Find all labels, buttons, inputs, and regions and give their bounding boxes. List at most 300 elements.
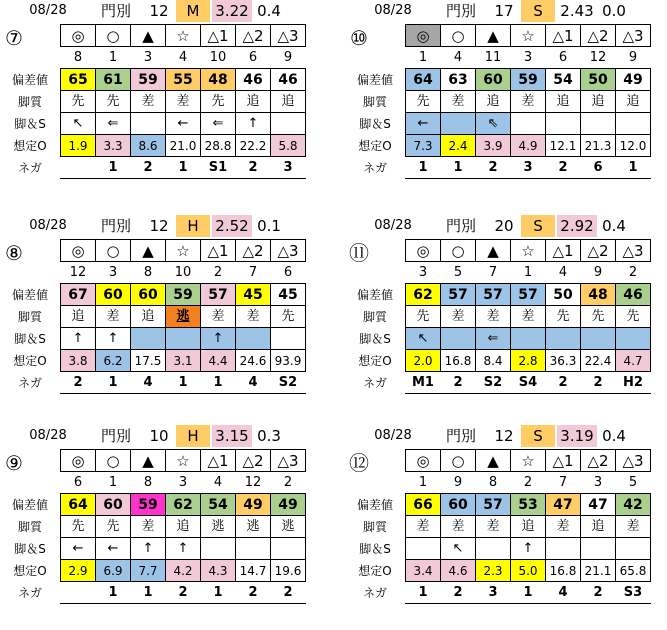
- pace-cell: ←: [166, 113, 201, 135]
- negative-cell: S4: [511, 372, 546, 394]
- race-date: 08/28: [374, 3, 412, 18]
- estimated-odds-cell: 2.9: [61, 560, 96, 582]
- horse-number-cell: 7: [236, 262, 271, 284]
- running-style-cell: 先: [546, 306, 581, 328]
- negative-cell: 2: [271, 582, 306, 604]
- mark-cell: ◎: [406, 450, 441, 472]
- running-style-cell: 差: [201, 306, 236, 328]
- running-style-cell: 逃: [201, 516, 236, 538]
- running-style-cell: 差: [476, 306, 511, 328]
- horse-number-row: [61, 262, 306, 284]
- field-size: 12: [494, 427, 514, 445]
- deviation-cell: 55: [166, 69, 201, 91]
- race-grade-badge: S: [521, 425, 555, 447]
- mark-cell: △1: [201, 25, 236, 47]
- horse-number-cell: 4: [546, 262, 581, 284]
- estimated-odds-cell: 12.0: [616, 135, 651, 157]
- pace-cell: [546, 113, 581, 135]
- estimated-odds-cell: 1.9: [61, 135, 96, 157]
- deviation-cell: 46: [271, 69, 306, 91]
- estimated-odds-row: [406, 135, 651, 157]
- mark-cell: ☆: [511, 450, 546, 472]
- running-style-cell: 先: [96, 91, 131, 113]
- prediction-table: [60, 24, 306, 179]
- horse-number-cell: 10: [166, 262, 201, 284]
- horse-number-cell: 1: [96, 472, 131, 494]
- running-style-cell: 差: [546, 516, 581, 538]
- mark-cell: △3: [271, 240, 306, 262]
- row-label: 脚質: [17, 520, 42, 534]
- deviation-cell: 42: [616, 494, 651, 516]
- negative-cell: S2: [271, 372, 306, 394]
- horse-number-cell: 8: [476, 472, 511, 494]
- running-style-row: [406, 306, 651, 328]
- deviation-row: [406, 494, 651, 516]
- negative-cell: 1: [131, 582, 166, 604]
- running-style-cell: 先: [581, 306, 616, 328]
- prediction-table: [405, 449, 651, 604]
- estimated-odds-cell: 21.3: [581, 135, 616, 157]
- pace-cell: [236, 328, 271, 350]
- prediction-table: [60, 449, 306, 604]
- horse-number-cell: 3: [511, 47, 546, 69]
- mark-cell: △3: [271, 450, 306, 472]
- race-score: 3.19: [557, 425, 597, 447]
- running-style-cell: 先: [406, 306, 441, 328]
- negative-cell: 4: [131, 372, 166, 394]
- negative-cell: 3: [511, 157, 546, 179]
- negative-row: [61, 582, 306, 604]
- race-header: [345, 0, 665, 22]
- estimated-odds-cell: 8.6: [131, 135, 166, 157]
- row-label: 脚＆S: [359, 542, 391, 556]
- estimated-odds-cell: 4.4: [201, 350, 236, 372]
- deviation-row: [406, 69, 651, 91]
- horse-number-cell: 8: [61, 47, 96, 69]
- deviation-cell: 59: [131, 69, 166, 91]
- estimated-odds-cell: 2.8: [511, 350, 546, 372]
- mark-cell: ▲: [476, 450, 511, 472]
- race-score: 2.43: [560, 2, 594, 20]
- race-panel: [0, 425, 320, 630]
- negative-cell: M1: [406, 372, 441, 394]
- estimated-odds-cell: 3.1: [166, 350, 201, 372]
- race-date: 08/28: [29, 218, 67, 233]
- horse-number-row: [406, 262, 651, 284]
- negative-cell: 1: [96, 582, 131, 604]
- negative-cell: S1: [201, 157, 236, 179]
- race-number: ⑧: [5, 241, 23, 265]
- estimated-odds-cell: 24.6: [236, 350, 271, 372]
- horse-number-cell: 5: [616, 472, 651, 494]
- deviation-cell: 49: [271, 494, 306, 516]
- negative-cell: 2: [476, 157, 511, 179]
- mark-cell: △2: [581, 450, 616, 472]
- pace-cell: [271, 538, 306, 560]
- horse-number-row: [406, 47, 651, 69]
- deviation-cell: 45: [271, 284, 306, 306]
- negative-cell: 2: [131, 157, 166, 179]
- negative-cell: 1: [201, 582, 236, 604]
- horse-number-cell: 2: [271, 472, 306, 494]
- pace-row: [61, 538, 306, 560]
- row-label: 偏差値: [11, 498, 48, 512]
- estimated-odds-cell: 93.9: [271, 350, 306, 372]
- running-style-cell: 差: [166, 91, 201, 113]
- estimated-odds-row: [61, 350, 306, 372]
- mark-cell: ○: [96, 240, 131, 262]
- mark-cell: ☆: [511, 240, 546, 262]
- negative-cell: 1: [201, 372, 236, 394]
- estimated-odds-cell: 3.3: [96, 135, 131, 157]
- horse-number-cell: 6: [61, 472, 96, 494]
- running-style-cell: 差: [96, 306, 131, 328]
- estimated-odds-cell: 6.2: [96, 350, 131, 372]
- estimated-odds-cell: 36.3: [546, 350, 581, 372]
- track-name: 門別: [100, 2, 131, 20]
- row-label: 想定O: [13, 139, 47, 153]
- field-size: 10: [149, 427, 169, 445]
- pace-cell: [236, 538, 271, 560]
- pace-cell: [511, 113, 546, 135]
- horse-number-cell: 12: [61, 262, 96, 284]
- row-label: 想定O: [358, 354, 392, 368]
- pace-cell: [546, 538, 581, 560]
- horse-number-cell: 9: [581, 262, 616, 284]
- running-style-cell: 追: [546, 91, 581, 113]
- race-panel: [345, 0, 665, 205]
- deviation-cell: 48: [201, 69, 236, 91]
- mark-cell: △3: [616, 450, 651, 472]
- pace-cell: [546, 328, 581, 350]
- negative-row: [406, 582, 651, 604]
- negative-cell: 2: [581, 582, 616, 604]
- pace-cell: [201, 538, 236, 560]
- running-style-cell: 逃: [271, 516, 306, 538]
- deviation-cell: 47: [546, 494, 581, 516]
- negative-cell: 2: [166, 582, 201, 604]
- estimated-odds-cell: 3.4: [406, 560, 441, 582]
- estimated-odds-row: [61, 135, 306, 157]
- horse-number-cell: 5: [441, 262, 476, 284]
- estimated-odds-cell: 4.6: [441, 560, 476, 582]
- horse-number-cell: 3: [406, 262, 441, 284]
- horse-number-cell: 2: [201, 262, 236, 284]
- horse-number-cell: 1: [406, 472, 441, 494]
- running-style-cell: 差: [131, 91, 166, 113]
- deviation-cell: 59: [511, 69, 546, 91]
- negative-cell: 1: [616, 157, 651, 179]
- race-grade-badge: H: [176, 425, 210, 447]
- row-label: 脚質: [362, 95, 387, 109]
- deviation-cell: 47: [581, 494, 616, 516]
- pace-cell: ↑: [201, 328, 236, 350]
- mark-cell: ☆: [166, 450, 201, 472]
- estimated-odds-cell: 12.1: [546, 135, 581, 157]
- race-date: 08/28: [29, 428, 67, 443]
- running-style-row: [406, 516, 651, 538]
- row-label: 脚＆S: [359, 332, 391, 346]
- race-grade-badge: M: [176, 0, 210, 22]
- estimated-odds-cell: 4.9: [511, 135, 546, 157]
- estimated-odds-row: [406, 560, 651, 582]
- pace-cell: [581, 328, 616, 350]
- pace-cell: ⇐: [96, 113, 131, 135]
- pace-cell: ↑: [96, 328, 131, 350]
- row-label: 脚質: [362, 310, 387, 324]
- horse-number-cell: 2: [616, 262, 651, 284]
- mark-cell: △2: [236, 240, 271, 262]
- race-header: [345, 425, 665, 447]
- pace-cell: ⇐: [476, 328, 511, 350]
- running-style-cell: 差: [236, 306, 271, 328]
- negative-cell: 1: [406, 157, 441, 179]
- field-size: 17: [494, 2, 514, 20]
- pace-cell: [616, 328, 651, 350]
- race-score: 2.52: [212, 215, 252, 237]
- race-number: ⑩: [350, 26, 368, 50]
- horse-number-cell: 7: [476, 262, 511, 284]
- mark-cell: △2: [581, 240, 616, 262]
- deviation-cell: 54: [546, 69, 581, 91]
- running-style-cell: 逃: [166, 306, 201, 328]
- horse-number-cell: 3: [166, 472, 201, 494]
- pace-row: [406, 538, 651, 560]
- running-style-cell: 先: [61, 516, 96, 538]
- score-delta: 0.3: [257, 427, 281, 445]
- field-size: 12: [149, 217, 169, 235]
- race-grade-badge: H: [176, 215, 210, 237]
- horse-number-row: [61, 47, 306, 69]
- deviation-cell: 60: [441, 494, 476, 516]
- race-number: ⑦: [5, 26, 23, 50]
- running-style-cell: 追: [61, 306, 96, 328]
- pace-cell: ↑: [236, 113, 271, 135]
- estimated-odds-cell: 19.6: [271, 560, 306, 582]
- horse-number-cell: 8: [131, 262, 166, 284]
- mark-cell: ☆: [166, 25, 201, 47]
- pace-cell: [581, 113, 616, 135]
- pace-row: [61, 113, 306, 135]
- negative-cell: 1: [511, 582, 546, 604]
- race-score: 3.22: [212, 0, 252, 22]
- estimated-odds-cell: 8.4: [476, 350, 511, 372]
- deviation-cell: 60: [96, 494, 131, 516]
- mark-row: [61, 25, 306, 47]
- score-delta: 0.4: [257, 2, 281, 20]
- negative-cell: 2: [236, 157, 271, 179]
- mark-cell: ▲: [476, 240, 511, 262]
- deviation-row: [406, 284, 651, 306]
- estimated-odds-cell: 28.8: [201, 135, 236, 157]
- deviation-cell: 46: [616, 284, 651, 306]
- pace-cell: [616, 538, 651, 560]
- mark-cell: ◎: [406, 25, 441, 47]
- negative-cell: 1: [96, 157, 131, 179]
- deviation-cell: 57: [476, 284, 511, 306]
- row-label: ネガ: [17, 376, 42, 390]
- pace-cell: [616, 113, 651, 135]
- negative-cell: 2: [581, 372, 616, 394]
- row-label: 偏差値: [356, 73, 393, 87]
- pace-cell: [271, 113, 306, 135]
- pace-cell: [476, 538, 511, 560]
- race-panel: [345, 425, 665, 630]
- negative-cell: 2: [546, 157, 581, 179]
- horse-number-cell: 3: [581, 472, 616, 494]
- negative-row: [61, 157, 306, 179]
- race-header: [345, 215, 665, 237]
- mark-cell: ☆: [511, 25, 546, 47]
- deviation-row: [61, 284, 306, 306]
- deviation-cell: 57: [201, 284, 236, 306]
- running-style-cell: 追: [476, 91, 511, 113]
- mark-cell: ○: [441, 450, 476, 472]
- prediction-table: [60, 239, 306, 394]
- race-header: [0, 215, 320, 237]
- running-style-cell: 先: [61, 91, 96, 113]
- row-label: 想定O: [13, 354, 47, 368]
- pace-cell: ↖: [406, 328, 441, 350]
- race-grade-badge: S: [521, 215, 555, 237]
- estimated-odds-cell: 65.8: [616, 560, 651, 582]
- deviation-row: [61, 69, 306, 91]
- row-label: 想定O: [13, 564, 47, 578]
- mark-cell: ○: [96, 450, 131, 472]
- negative-cell: 4: [236, 372, 271, 394]
- track-name: 門別: [445, 217, 476, 235]
- pace-cell: [166, 328, 201, 350]
- running-style-cell: 先: [201, 91, 236, 113]
- pace-cell: ←: [406, 113, 441, 135]
- row-label: 偏差値: [356, 288, 393, 302]
- negative-cell: 6: [581, 157, 616, 179]
- deviation-cell: 62: [406, 284, 441, 306]
- running-style-cell: 差: [441, 91, 476, 113]
- prediction-table: [405, 239, 651, 394]
- row-label: 想定O: [358, 139, 392, 153]
- pace-row: [406, 113, 651, 135]
- deviation-cell: 64: [406, 69, 441, 91]
- pace-cell: ↑: [61, 328, 96, 350]
- mark-cell: △1: [546, 25, 581, 47]
- running-style-row: [61, 91, 306, 113]
- horse-number-cell: 11: [476, 47, 511, 69]
- horse-number-cell: 1: [96, 47, 131, 69]
- race-date: 08/28: [374, 218, 412, 233]
- mark-row: [406, 25, 651, 47]
- pace-cell: [131, 328, 166, 350]
- deviation-cell: 50: [546, 284, 581, 306]
- negative-cell: 3: [271, 157, 306, 179]
- deviation-cell: 57: [441, 284, 476, 306]
- horse-number-cell: 3: [131, 47, 166, 69]
- mark-cell: ▲: [131, 25, 166, 47]
- running-style-cell: 追: [511, 516, 546, 538]
- pace-cell: ↖: [61, 113, 96, 135]
- negative-cell: 2: [61, 372, 96, 394]
- pace-cell: ←: [96, 538, 131, 560]
- pace-cell: [511, 328, 546, 350]
- running-style-cell: 差: [511, 91, 546, 113]
- horse-number-cell: 6: [236, 47, 271, 69]
- deviation-cell: 63: [441, 69, 476, 91]
- mark-cell: △1: [201, 240, 236, 262]
- deviation-cell: 57: [476, 494, 511, 516]
- race-header: [0, 425, 320, 447]
- negative-cell: 1: [96, 372, 131, 394]
- row-label: ネガ: [362, 161, 387, 175]
- race-panel: [345, 215, 665, 420]
- deviation-cell: 49: [616, 69, 651, 91]
- row-label: 脚質: [362, 520, 387, 534]
- estimated-odds-cell: 2.3: [476, 560, 511, 582]
- horse-number-row: [406, 472, 651, 494]
- pace-cell: ↑: [166, 538, 201, 560]
- horse-number-cell: 6: [546, 47, 581, 69]
- mark-cell: ○: [441, 25, 476, 47]
- negative-cell: 3: [476, 582, 511, 604]
- horse-number-cell: 2: [511, 472, 546, 494]
- row-label: ネガ: [17, 586, 42, 600]
- estimated-odds-row: [406, 350, 651, 372]
- deviation-cell: 53: [511, 494, 546, 516]
- pace-cell: ↑: [131, 538, 166, 560]
- mark-cell: △1: [546, 240, 581, 262]
- pace-cell: ↑: [511, 538, 546, 560]
- negative-cell: 2: [441, 582, 476, 604]
- mark-cell: △2: [581, 25, 616, 47]
- negative-cell: 2: [441, 372, 476, 394]
- running-style-cell: 逃: [236, 516, 271, 538]
- running-style-cell: 差: [131, 516, 166, 538]
- pace-row: [61, 328, 306, 350]
- pace-cell: [441, 113, 476, 135]
- deviation-cell: 46: [236, 69, 271, 91]
- pace-cell: [581, 538, 616, 560]
- estimated-odds-cell: 21.0: [166, 135, 201, 157]
- running-style-cell: 先: [271, 306, 306, 328]
- row-label: 偏差値: [11, 73, 48, 87]
- pace-row: [406, 328, 651, 350]
- race-score: 2.92: [557, 215, 597, 237]
- horse-number-cell: 4: [441, 47, 476, 69]
- row-label: ネガ: [17, 161, 42, 175]
- running-style-cell: 差: [476, 516, 511, 538]
- estimated-odds-cell: 16.8: [546, 560, 581, 582]
- running-style-cell: 差: [441, 516, 476, 538]
- estimated-odds-cell: 4.3: [201, 560, 236, 582]
- negative-cell: [61, 157, 96, 179]
- estimated-odds-cell: 2.0: [406, 350, 441, 372]
- row-label: 脚質: [17, 310, 42, 324]
- estimated-odds-cell: 6.9: [96, 560, 131, 582]
- deviation-cell: 66: [406, 494, 441, 516]
- mark-row: [406, 450, 651, 472]
- estimated-odds-cell: 22.2: [236, 135, 271, 157]
- pace-cell: ⇐: [201, 113, 236, 135]
- horse-number-cell: 3: [96, 262, 131, 284]
- race-grade-badge: S: [521, 0, 555, 22]
- deviation-cell: 65: [61, 69, 96, 91]
- prediction-table: [405, 24, 651, 179]
- deviation-cell: 67: [61, 284, 96, 306]
- horse-number-cell: 12: [581, 47, 616, 69]
- running-style-row: [406, 91, 651, 113]
- deviation-cell: 60: [476, 69, 511, 91]
- estimated-odds-cell: 7.3: [406, 135, 441, 157]
- mark-row: [61, 240, 306, 262]
